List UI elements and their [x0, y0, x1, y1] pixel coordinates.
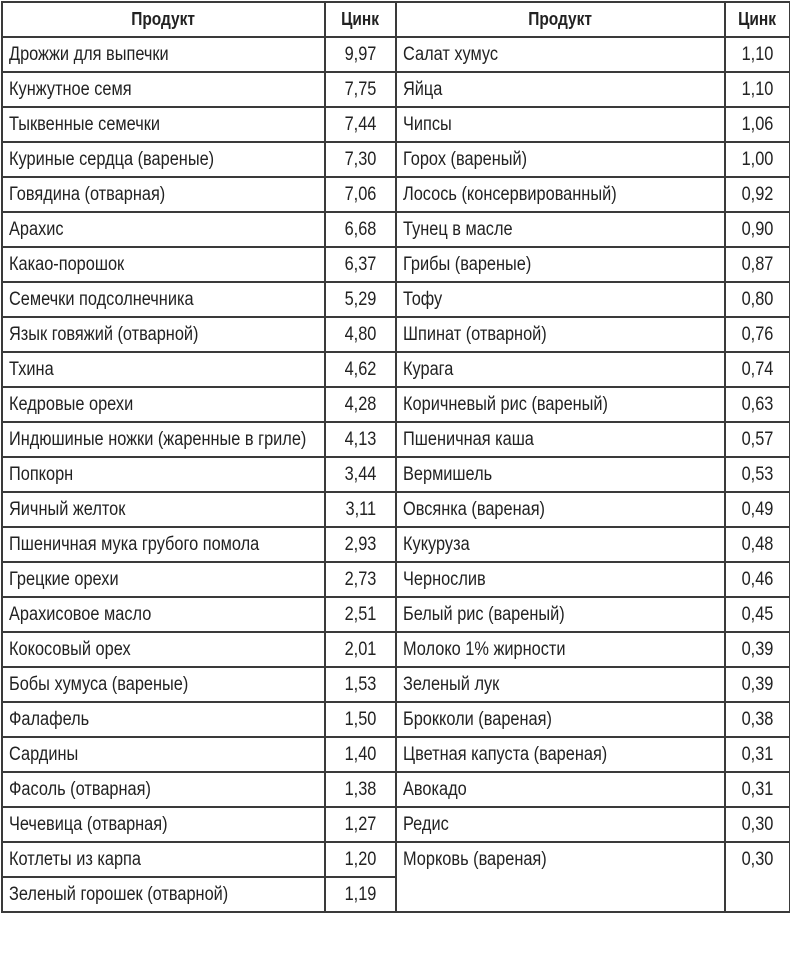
right-product-cell — [396, 177, 725, 212]
left-zinc-cell — [325, 667, 396, 702]
left-product-cell-text: Пшеничная мука грубого помола — [9, 533, 260, 555]
left-product-cell — [2, 632, 325, 667]
left-zinc-cell — [325, 527, 396, 562]
left-product-cell — [2, 667, 325, 702]
left-product-cell — [2, 772, 325, 807]
right-product-cell — [396, 247, 725, 282]
table-row — [2, 562, 790, 597]
left-product-cell-text: Бобы хумуса (вареные) — [9, 673, 189, 695]
table-row — [2, 107, 790, 142]
left-zinc-cell — [325, 37, 396, 72]
left-zinc-cell-text: 6,37 — [344, 253, 377, 275]
right-zinc-cell-text: 1,06 — [741, 113, 774, 135]
left-zinc-cell-text: 4,80 — [344, 323, 377, 345]
table-row — [2, 702, 790, 737]
left-product-cell-text: Кедровые орехи — [9, 393, 134, 415]
left-zinc-cell-text: 4,13 — [344, 428, 377, 450]
left-zinc-cell — [325, 352, 396, 387]
table-row — [2, 142, 790, 177]
left-zinc-cell — [325, 702, 396, 737]
right-zinc-cell-text: 0,39 — [741, 638, 774, 660]
right-product-cell — [396, 212, 725, 247]
right-product-cell-text: Горох (вареный) — [403, 148, 528, 170]
table-row — [2, 667, 790, 702]
right-zinc-cell — [725, 492, 790, 527]
left-product-cell-text: Арахис — [9, 218, 64, 240]
right-product-cell-text: Тофу — [403, 288, 443, 310]
right-zinc-cell — [725, 352, 790, 387]
left-product-cell-text: Грецкие орехи — [9, 568, 119, 590]
left-zinc-cell-text: 1,40 — [344, 743, 377, 765]
table-row — [2, 37, 790, 72]
right-product-cell-text: Грибы (вареные) — [403, 253, 532, 275]
left-product-cell — [2, 422, 325, 457]
right-zinc-cell — [725, 177, 790, 212]
header-product-left: Продукт — [2, 2, 325, 37]
right-zinc-cell — [725, 737, 790, 772]
right-zinc-cell — [725, 457, 790, 492]
left-product-cell — [2, 107, 325, 142]
right-zinc-cell — [725, 702, 790, 737]
left-zinc-cell — [325, 877, 396, 912]
right-zinc-cell — [725, 597, 790, 632]
left-product-cell — [2, 597, 325, 632]
left-zinc-cell — [325, 807, 396, 842]
right-product-cell — [396, 142, 725, 177]
left-product-cell-text: Фалафель — [9, 708, 90, 730]
table-row — [2, 317, 790, 352]
left-zinc-cell-text: 7,44 — [344, 113, 377, 135]
right-product-cell-text: Молоко 1% жирности — [403, 638, 566, 660]
table-row — [2, 457, 790, 492]
table-row — [2, 352, 790, 387]
right-zinc-cell-text: 0,63 — [741, 393, 774, 415]
left-product-cell-text: Тхина — [9, 358, 54, 380]
right-zinc-cell — [725, 842, 790, 912]
left-product-cell-text: Говядина (отварная) — [9, 183, 166, 205]
right-product-cell-text: Коричневый рис (вареный) — [403, 393, 609, 415]
table-row — [2, 492, 790, 527]
zinc-content-table — [1, 1, 790, 913]
left-zinc-cell-text: 1,53 — [344, 673, 377, 695]
table-row — [2, 177, 790, 212]
right-zinc-cell — [725, 772, 790, 807]
right-product-cell — [396, 457, 725, 492]
right-zinc-cell-text: 0,90 — [741, 218, 774, 240]
left-product-cell — [2, 457, 325, 492]
left-zinc-cell — [325, 492, 396, 527]
table-row — [2, 247, 790, 282]
right-zinc-cell-text: 1,00 — [741, 148, 774, 170]
right-product-cell-text: Шпинат (отварной) — [403, 323, 547, 345]
left-zinc-cell-text: 1,20 — [344, 848, 377, 870]
left-product-cell — [2, 37, 325, 72]
right-zinc-cell-text: 0,31 — [741, 778, 774, 800]
right-product-cell-text: Белый рис (вареный) — [403, 603, 565, 625]
right-zinc-cell-text: 0,48 — [741, 533, 774, 555]
left-product-cell-text: Сардины — [9, 743, 79, 765]
left-zinc-cell — [325, 282, 396, 317]
left-zinc-cell — [325, 422, 396, 457]
right-product-cell-text: Чернослив — [403, 568, 486, 590]
table-row — [2, 387, 790, 422]
right-product-cell — [396, 107, 725, 142]
right-zinc-cell-text: 0,92 — [741, 183, 774, 205]
left-product-cell-text: Индюшиные ножки (жаренные в гриле) — [9, 428, 307, 450]
left-zinc-cell — [325, 597, 396, 632]
left-zinc-cell-text: 1,19 — [344, 883, 377, 905]
left-zinc-cell — [325, 772, 396, 807]
left-zinc-cell — [325, 142, 396, 177]
left-product-cell-text: Какао-порошок — [9, 253, 125, 275]
right-zinc-cell — [725, 72, 790, 107]
left-product-cell — [2, 842, 325, 877]
right-product-cell — [396, 352, 725, 387]
left-product-cell-text: Семечки подсолнечника — [9, 288, 194, 310]
table-row — [2, 772, 790, 807]
right-product-cell — [396, 317, 725, 352]
right-zinc-cell — [725, 422, 790, 457]
right-product-cell-text: Вермишель — [403, 463, 493, 485]
right-product-cell-text: Зеленый лук — [403, 673, 500, 695]
left-product-cell — [2, 492, 325, 527]
left-product-cell — [2, 317, 325, 352]
left-zinc-cell — [325, 632, 396, 667]
table-row — [2, 737, 790, 772]
right-product-cell — [396, 842, 725, 912]
table-row — [2, 632, 790, 667]
right-product-cell-text: Редис — [403, 813, 449, 835]
right-zinc-cell-text: 0,49 — [741, 498, 774, 520]
table-row — [2, 527, 790, 562]
left-product-cell — [2, 212, 325, 247]
right-zinc-cell-text: 0,39 — [741, 673, 774, 695]
left-zinc-cell-text: 6,68 — [344, 218, 377, 240]
right-product-cell — [396, 37, 725, 72]
right-product-cell-text: Курага — [403, 358, 454, 380]
left-zinc-cell — [325, 842, 396, 877]
left-product-cell — [2, 247, 325, 282]
right-zinc-cell — [725, 562, 790, 597]
right-product-cell-text: Кукуруза — [403, 533, 470, 555]
right-zinc-cell-text: 0,45 — [741, 603, 774, 625]
right-zinc-cell — [725, 282, 790, 317]
right-product-cell — [396, 527, 725, 562]
right-zinc-cell — [725, 807, 790, 842]
left-zinc-cell-text: 2,73 — [344, 568, 377, 590]
left-zinc-cell-text: 4,62 — [344, 358, 377, 380]
right-product-cell-text: Лосось (консервированный) — [403, 183, 617, 205]
header-zinc-left: Цинк — [325, 2, 396, 37]
right-zinc-cell — [725, 107, 790, 142]
right-zinc-cell — [725, 142, 790, 177]
right-product-cell — [396, 807, 725, 842]
left-zinc-cell-text: 1,38 — [344, 778, 377, 800]
right-product-cell — [396, 72, 725, 107]
left-zinc-cell — [325, 317, 396, 352]
table-row — [2, 597, 790, 632]
left-zinc-cell-text: 9,97 — [344, 43, 377, 65]
right-product-cell — [396, 632, 725, 667]
right-zinc-cell-text: 0,74 — [741, 358, 774, 380]
right-zinc-cell-text: 1,10 — [741, 43, 774, 65]
left-product-cell-text: Куриные сердца (вареные) — [9, 148, 215, 170]
table-row — [2, 422, 790, 457]
left-zinc-cell-text: 2,93 — [344, 533, 377, 555]
right-zinc-cell — [725, 37, 790, 72]
right-product-cell — [396, 387, 725, 422]
left-product-cell — [2, 177, 325, 212]
left-product-cell — [2, 352, 325, 387]
right-product-cell-text: Чипсы — [403, 113, 452, 135]
right-product-cell — [396, 597, 725, 632]
header-row — [2, 2, 790, 37]
right-product-cell — [396, 737, 725, 772]
right-product-cell — [396, 282, 725, 317]
left-zinc-cell — [325, 72, 396, 107]
right-zinc-cell-text: 0,53 — [741, 463, 774, 485]
right-zinc-cell-text: 0,76 — [741, 323, 774, 345]
right-zinc-cell-text: 0,30 — [741, 849, 774, 870]
left-zinc-cell — [325, 177, 396, 212]
right-product-cell-text: Брокколи (вареная) — [403, 708, 552, 730]
left-product-cell-text: Котлеты из карпа — [9, 848, 141, 870]
left-product-cell — [2, 387, 325, 422]
right-zinc-cell — [725, 667, 790, 702]
left-zinc-cell — [325, 387, 396, 422]
left-product-cell — [2, 877, 325, 912]
right-product-cell — [396, 562, 725, 597]
right-zinc-cell — [725, 387, 790, 422]
left-product-cell-text: Кокосовый орех — [9, 638, 131, 660]
right-zinc-cell-text: 1,10 — [741, 78, 774, 100]
table-row — [2, 807, 790, 842]
right-zinc-cell-text: 0,87 — [741, 253, 774, 275]
right-zinc-cell-text: 0,31 — [741, 743, 774, 765]
left-zinc-cell — [325, 247, 396, 282]
right-product-cell-text: Пшеничная каша — [403, 428, 534, 450]
right-zinc-cell — [725, 632, 790, 667]
left-zinc-cell-text: 7,75 — [344, 78, 377, 100]
header-product-right: Продукт — [396, 2, 725, 37]
right-product-cell-text: Салат хумус — [403, 43, 499, 65]
left-product-cell-text: Фасоль (отварная) — [9, 778, 151, 800]
left-product-cell — [2, 282, 325, 317]
right-product-cell — [396, 772, 725, 807]
table-row — [2, 842, 790, 877]
right-zinc-cell — [725, 247, 790, 282]
left-product-cell-text: Яичный желток — [9, 498, 126, 520]
left-zinc-cell — [325, 562, 396, 597]
right-zinc-cell — [725, 212, 790, 247]
left-zinc-cell-text: 2,01 — [344, 638, 377, 660]
left-zinc-cell — [325, 737, 396, 772]
left-zinc-cell-text: 3,11 — [345, 498, 376, 520]
left-product-cell-text: Арахисовое масло — [9, 603, 152, 625]
left-product-cell — [2, 72, 325, 107]
left-product-cell — [2, 142, 325, 177]
right-product-cell-text: Овсянка (вареная) — [403, 498, 545, 520]
left-product-cell — [2, 527, 325, 562]
right-zinc-cell-text: 0,38 — [741, 708, 774, 730]
header-zinc-right: Цинк — [725, 2, 790, 37]
right-product-cell-text: Тунец в масле — [403, 218, 513, 240]
right-zinc-cell — [725, 527, 790, 562]
right-zinc-cell-text: 0,30 — [741, 813, 774, 835]
right-product-cell — [396, 667, 725, 702]
left-zinc-cell-text: 2,51 — [344, 603, 377, 625]
left-zinc-cell — [325, 107, 396, 142]
left-product-cell-text: Зеленый горошек (отварной) — [9, 883, 229, 905]
table-row — [2, 212, 790, 247]
left-zinc-cell-text: 5,29 — [344, 288, 377, 310]
left-zinc-cell-text: 7,06 — [344, 183, 377, 205]
right-product-cell — [396, 492, 725, 527]
right-zinc-cell-text: 0,80 — [741, 288, 774, 310]
right-zinc-cell-text: 0,46 — [741, 568, 774, 590]
right-product-cell — [396, 422, 725, 457]
right-product-cell-text: Цветная капуста (вареная) — [403, 743, 608, 765]
left-product-cell-text: Попкорн — [9, 463, 74, 485]
left-product-cell-text: Дрожжи для выпечки — [9, 43, 169, 65]
left-zinc-cell — [325, 212, 396, 247]
left-product-cell — [2, 737, 325, 772]
right-product-cell-text: Морковь (вареная) — [403, 849, 547, 870]
left-zinc-cell-text: 1,27 — [344, 813, 377, 835]
left-product-cell-text: Язык говяжий (отварной) — [9, 323, 199, 345]
left-product-cell — [2, 807, 325, 842]
left-product-cell — [2, 702, 325, 737]
left-product-cell-text: Кунжутное семя — [9, 78, 132, 100]
table-row — [2, 282, 790, 317]
left-zinc-cell-text: 4,28 — [344, 393, 377, 415]
right-zinc-cell-text: 0,57 — [741, 428, 774, 450]
right-zinc-cell — [725, 317, 790, 352]
left-zinc-cell-text: 1,50 — [344, 708, 377, 730]
left-zinc-cell-text: 3,44 — [344, 463, 377, 485]
left-product-cell — [2, 562, 325, 597]
left-product-cell-text: Чечевица (отварная) — [9, 813, 168, 835]
left-zinc-cell-text: 7,30 — [344, 148, 377, 170]
table-row — [2, 72, 790, 107]
right-product-cell-text: Авокадо — [403, 778, 467, 800]
left-zinc-cell — [325, 457, 396, 492]
left-product-cell-text: Тыквенные семечки — [9, 113, 160, 135]
right-product-cell-text: Яйца — [403, 78, 443, 100]
right-product-cell — [396, 702, 725, 737]
